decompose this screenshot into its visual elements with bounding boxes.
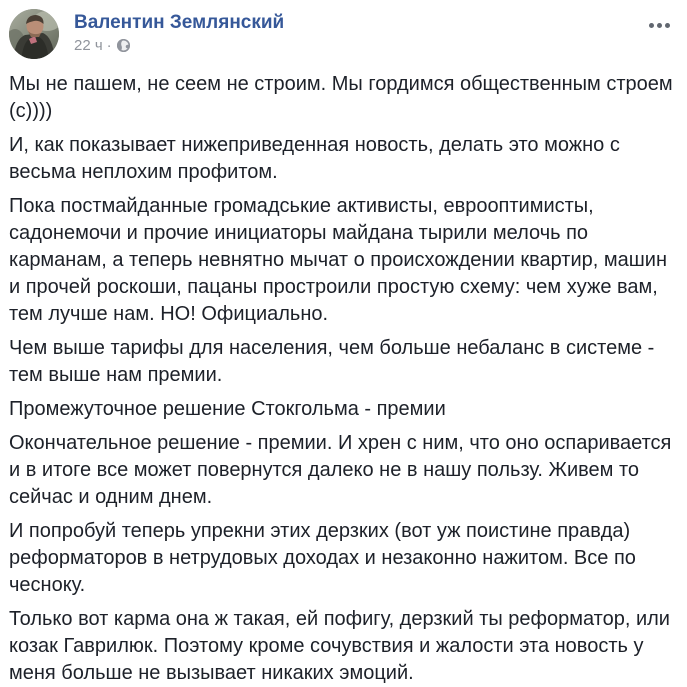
ellipsis-icon bbox=[649, 23, 670, 28]
globe-icon bbox=[117, 39, 130, 52]
post-meta bbox=[74, 37, 284, 54]
avatar[interactable] bbox=[9, 9, 59, 59]
post-paragraph: И, как показывает нижеприведенная новость, делать это можно с весьма неплохим профитом. bbox=[9, 134, 620, 183]
timestamp-link[interactable]: 22 ч bbox=[74, 37, 103, 54]
post-paragraph: Чем выше тарифы для населения, чем больше небаланс в системе - тем выше нам премии. bbox=[9, 337, 655, 386]
author-name-link[interactable]: Валентин Землянский bbox=[74, 12, 285, 33]
post-options-button[interactable] bbox=[643, 15, 675, 35]
post-paragraph: Только вот карма она ж такая, ей пофигу, дерзкий ты реформатор, или козак Гаврилюк. Поэтому кроме сочувствия и жалости эта новость у меня больше не вызывает никаких эмоций. bbox=[9, 608, 670, 684]
post-body bbox=[9, 71, 677, 687]
meta-separator: · bbox=[106, 37, 112, 54]
post-paragraph: Окончательное решение - премии. И хрен с ним, что оно оспаривается и в итоге все может повернутся далеко не в нашу пользу. Живем то сейчас и одним днем. bbox=[9, 432, 672, 508]
post-paragraph: Мы не пашем, не сеем не строим. Мы гордимся общественным строем (с)))) bbox=[9, 73, 673, 122]
header-info bbox=[74, 9, 284, 54]
post-paragraph: Промежуточное решение Стокгольма - премии bbox=[9, 398, 446, 420]
post-paragraph: Пока постмайданные громадськие активисты, еврооптимисты, садонемочи и прочие инициаторы майдана тырили мелочь по карманам, а теперь невнятно мычат о происхождении квартир, машин и прочей роскоши, пацаны простроили простую схему: чем хуже вам, тем лучше нам. НО! Официально. bbox=[9, 195, 668, 325]
avatar-photo bbox=[9, 9, 59, 59]
post-header bbox=[9, 9, 677, 59]
post-paragraph: И попробуй теперь упрекни этих дерзких (вот уж поистине правда) реформаторов в нетрудовых доходах и незаконно нажитом. Все по чесноку. bbox=[9, 520, 636, 596]
